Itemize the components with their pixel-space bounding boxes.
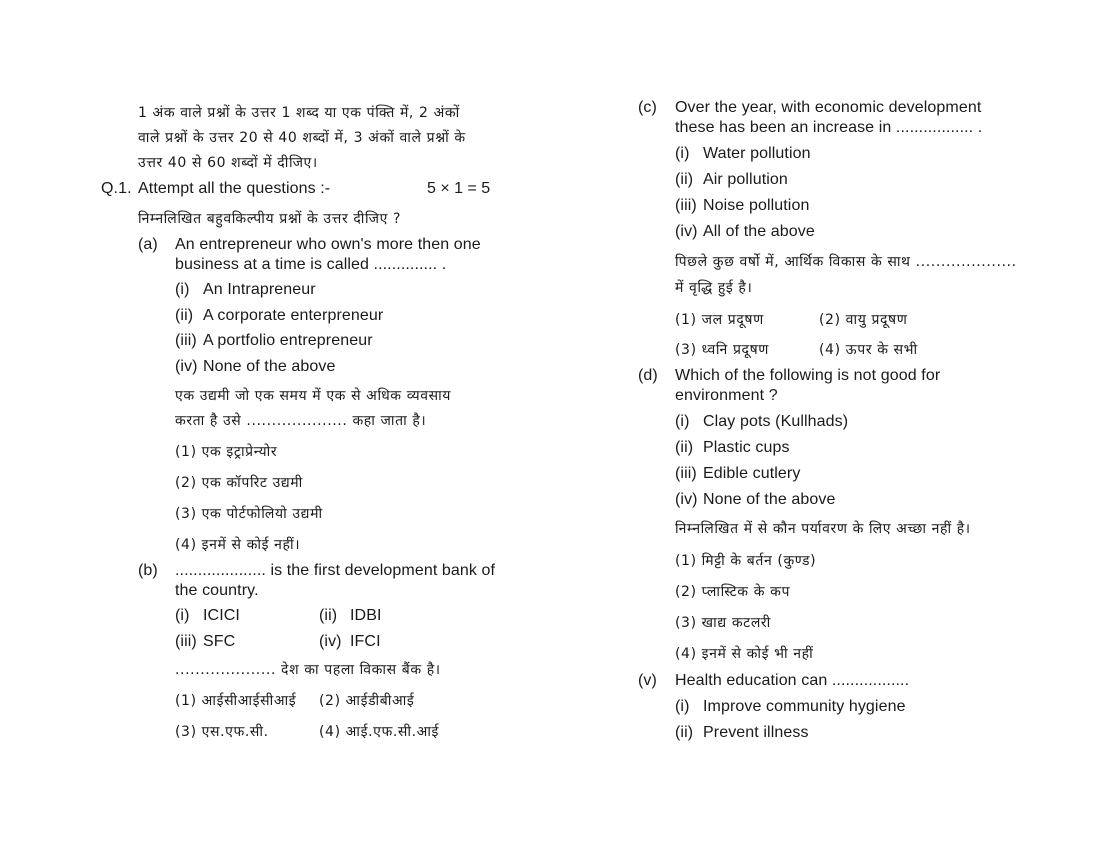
hindi-option: (2) एक कॉपरिट उद्यमी: [175, 475, 303, 491]
option-text: SFC: [203, 633, 236, 650]
hindi-option: (3) खाद्य कटलरी: [675, 615, 771, 631]
question-c-text: Over the year, with economic development: [675, 99, 982, 116]
question-a-label: (a): [138, 236, 158, 253]
hindi-option: (4) इनमें से कोई नहीं।: [175, 537, 301, 553]
option-text: All of the above: [703, 223, 815, 240]
option-text: None of the above: [203, 358, 336, 375]
hindi-option: (2) प्लास्टिक के कप: [675, 584, 790, 600]
option-text: IDBI: [350, 607, 382, 624]
question-v-text: Health education can .................: [675, 672, 910, 689]
option-text: Water pollution: [703, 145, 811, 162]
question-d-text: Which of the following is not good for: [675, 367, 941, 384]
option-number: (i): [675, 145, 690, 162]
hindi-option: (4) ऊपर के सभी: [819, 342, 918, 358]
option-text: Edible cutlery: [703, 465, 801, 482]
option-text: ICICI: [203, 607, 240, 624]
hindi-option: (3) एस.एफ.सी.: [175, 724, 269, 740]
question-c-hindi: में वृद्धि हुई है।: [675, 280, 753, 296]
question-number: Q.1.: [101, 180, 132, 197]
option-number: (iii): [675, 197, 697, 214]
option-number: (i): [675, 698, 690, 715]
instruction-line-2: वाले प्रश्नों के उत्तर 20 से 40 शब्दों में, 3 अंकों वाले प्रश्नों के: [138, 130, 466, 146]
question-v-label: (v): [638, 672, 657, 689]
option-text: None of the above: [703, 491, 836, 508]
option-text: A corporate enterpreneur: [203, 307, 384, 324]
option-text: Prevent illness: [703, 724, 809, 741]
instruction-line-3: उत्तर 40 से 60 शब्दों में दीजिए।: [138, 155, 318, 171]
option-number: (ii): [675, 171, 694, 188]
hindi-option: (1) मिट्टी के बर्तन (कुण्ड): [675, 553, 817, 569]
question-d-label: (d): [638, 367, 658, 384]
option-number: (iii): [675, 465, 697, 482]
hindi-option: (4) इनमें से कोई भी नहीं: [675, 646, 814, 662]
question-a-hindi: एक उद्यमी जो एक समय में एक से अधिक व्यवसाय: [175, 388, 452, 404]
option-number: (iv): [675, 491, 698, 508]
question-c-hindi: पिछले कुछ वर्षो में, आर्थिक विकास के साथ ....................: [675, 254, 1017, 270]
option-text: An Intrapreneur: [203, 281, 316, 298]
question-b-text: .................... is the first development bank of: [175, 562, 496, 579]
question-b-label: (b): [138, 562, 158, 579]
question-a-text: business at a time is called .............. .: [175, 256, 447, 273]
option-number: (ii): [675, 439, 694, 456]
question-d-text: environment ?: [675, 387, 778, 404]
hindi-option: (3) ध्वनि प्रदूषण: [675, 342, 769, 358]
instruction-line-1: 1 अंक वाले प्रश्नों के उत्तर 1 शब्द या एक पंक्ति में, 2 अंकों: [138, 105, 460, 121]
option-number: (i): [175, 281, 190, 298]
option-text: Noise pollution: [703, 197, 810, 214]
option-number: (iii): [175, 633, 197, 650]
question-b-hindi: .................... देश का पहला विकास बैंक है।: [175, 662, 441, 678]
question-d-hindi: निम्नलिखित में से कौन पर्यावरण के लिए अच्छा नहीं है।: [675, 521, 971, 537]
hindi-option: (1) जल प्रदूषण: [675, 312, 764, 328]
hindi-option: (1) एक इट्राप्रेन्योर: [175, 444, 278, 460]
option-number: (i): [675, 413, 690, 430]
option-text: IFCI: [350, 633, 381, 650]
option-number: (iv): [319, 633, 342, 650]
question-c-label: (c): [638, 99, 657, 116]
option-number: (ii): [675, 724, 694, 741]
question-c-text: these has been an increase in ................. .: [675, 119, 983, 136]
option-number: (i): [175, 607, 190, 624]
option-text: Clay pots (Kullhads): [703, 413, 849, 430]
question-marks: 5 × 1 = 5: [427, 180, 491, 197]
option-number: (iv): [175, 358, 198, 375]
option-text: Plastic cups: [703, 439, 790, 456]
option-number: (iii): [175, 332, 197, 349]
hindi-option: (2) वायु प्रदूषण: [819, 312, 908, 328]
question-a-hindi: करता है उसे .................... कहा जाता है।: [175, 413, 427, 429]
question-b-text: the country.: [175, 582, 259, 599]
question-a-text: An entrepreneur who own's more then one: [175, 236, 481, 253]
hindi-option: (2) आईडीबीआई: [319, 693, 415, 709]
option-number: (ii): [319, 607, 338, 624]
hindi-option: (3) एक पोर्टफोलियो उद्यमी: [175, 506, 323, 522]
option-text: Improve community hygiene: [703, 698, 906, 715]
hindi-option: (1) आईसीआईसीआई: [175, 693, 297, 709]
question-title: Attempt all the questions :-: [138, 180, 331, 197]
option-number: (ii): [175, 307, 194, 324]
option-text: A portfolio entrepreneur: [203, 332, 373, 349]
option-text: Air pollution: [703, 171, 788, 188]
option-number: (iv): [675, 223, 698, 240]
hindi-option: (4) आई.एफ.सी.आई: [319, 724, 440, 740]
question-title-hindi: निम्नलिखित बहुवकिल्पीय प्रश्नों के उत्तर दीजिए ?: [138, 211, 402, 227]
